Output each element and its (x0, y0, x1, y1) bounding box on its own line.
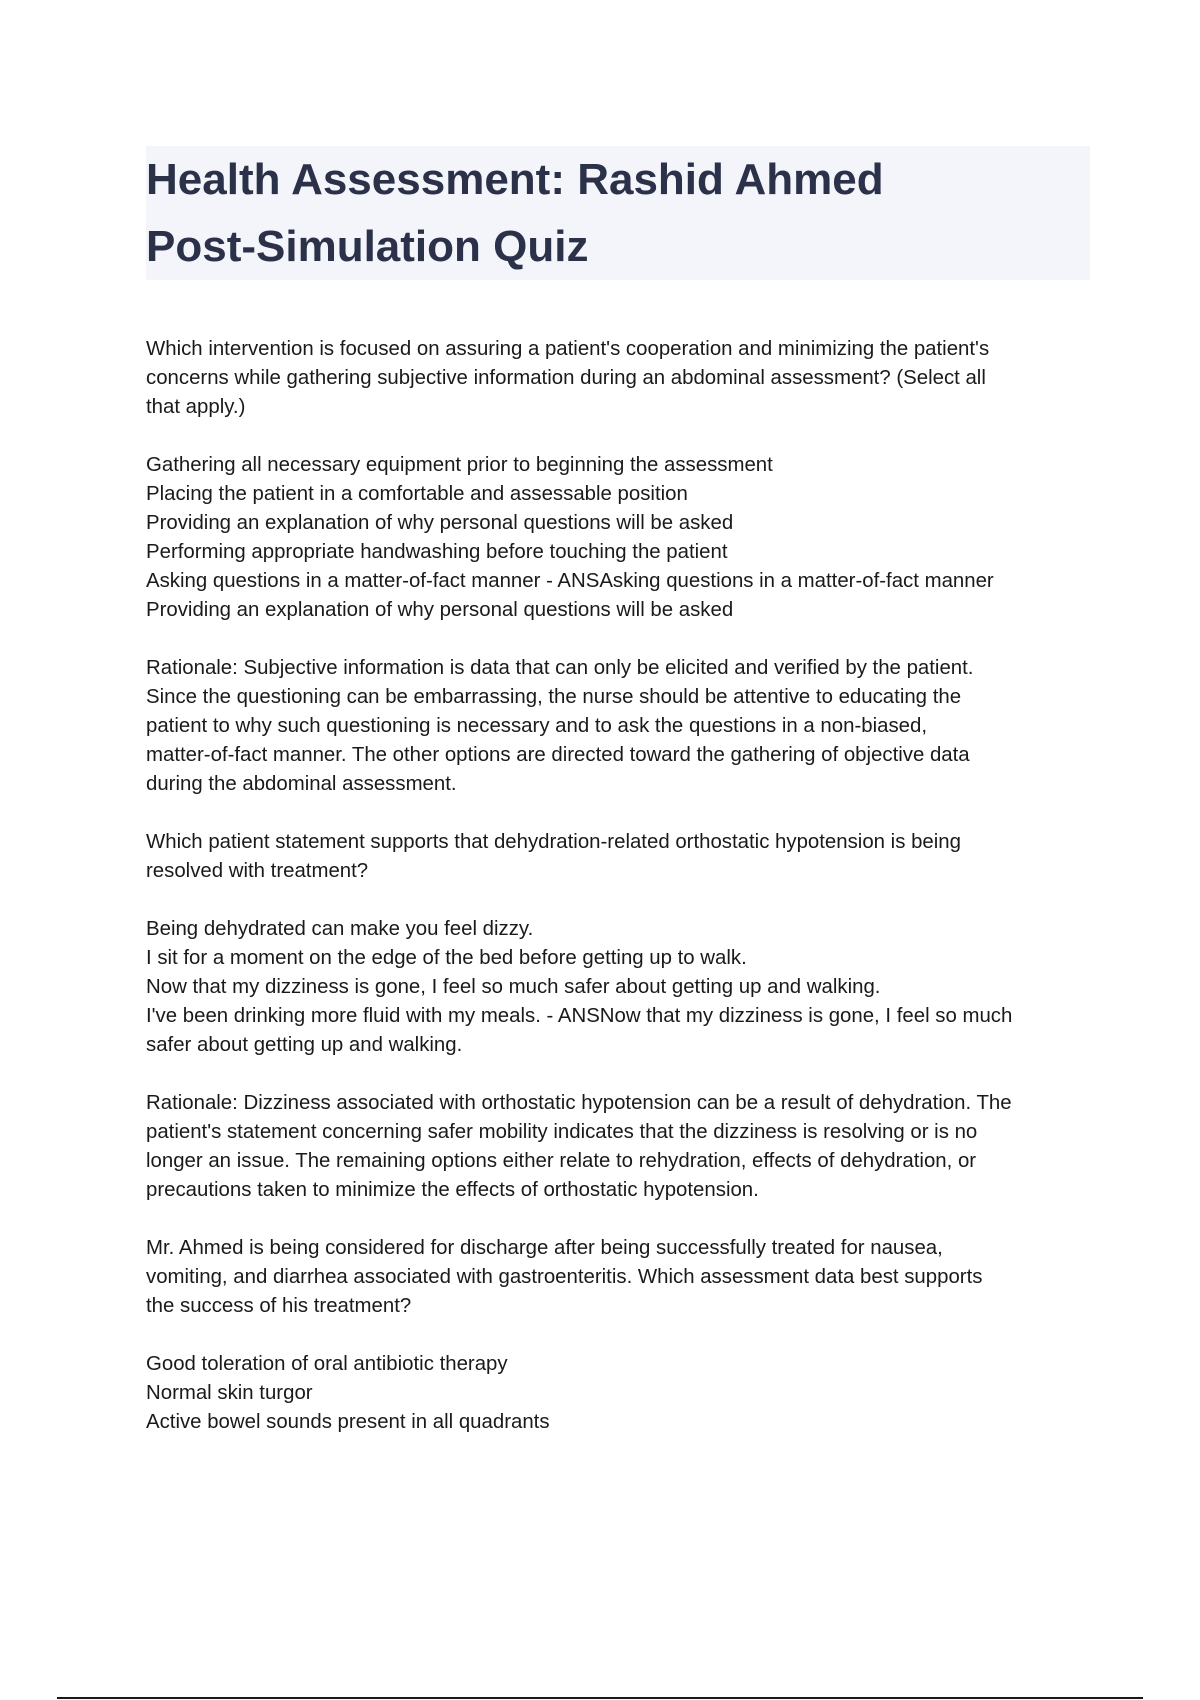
answer-option: Active bowel sounds present in all quadrants (146, 1411, 550, 1433)
question-1-rationale (146, 654, 1096, 799)
text-line: vomiting, and diarrhea associated with gastroenteritis. Which assessment data best supports (146, 1266, 983, 1288)
question-2-stem (146, 828, 1096, 886)
text-line: Which patient statement supports that dehydration-related orthostatic hypotension is being (146, 831, 961, 853)
answer-option: Gathering all necessary equipment prior to beginning the assessment (146, 454, 773, 476)
text-line: Rationale: Dizziness associated with orthostatic hypotension can be a result of dehydration. The (146, 1092, 1012, 1114)
question-3-options (146, 1350, 1096, 1437)
text-line: resolved with treatment? (146, 860, 369, 882)
text-line: Mr. Ahmed is being considered for discharge after being successfully treated for nausea, (146, 1237, 943, 1259)
question-2-rationale (146, 1089, 1096, 1205)
question-3-stem (146, 1234, 1096, 1321)
document-title (146, 146, 1090, 280)
answer-option: safer about getting up and walking. (146, 1034, 463, 1056)
document-body (146, 335, 1096, 1466)
answer-option: I sit for a moment on the edge of the bed before getting up to walk. (146, 947, 747, 969)
answer-option: Normal skin turgor (146, 1382, 313, 1404)
text-line: Which intervention is focused on assuring a patient's cooperation and minimizing the patient's (146, 338, 990, 360)
answer-option: I've been drinking more fluid with my meals. - ANSNow that my dizziness is gone, I feel so much (146, 1005, 1013, 1027)
question-1-stem (146, 335, 1096, 422)
answer-option: Now that my dizziness is gone, I feel so much safer about getting up and walking. (146, 976, 881, 998)
text-line: longer an issue. The remaining options either relate to rehydration, effects of dehydration, or (146, 1150, 977, 1172)
question-1-options (146, 451, 1096, 625)
title-line: Health Assessment: Rashid Ahmed (146, 155, 884, 204)
text-line: the success of his treatment? (146, 1295, 412, 1317)
question-2-options (146, 915, 1096, 1060)
text-line: Rationale: Subjective information is data that can only be elicited and verified by the patient. (146, 657, 974, 679)
title-line: Post-Simulation Quiz (146, 222, 589, 271)
answer-option: Asking questions in a matter-of-fact manner - ANSAsking questions in a matter-of-fact manner (146, 570, 994, 592)
text-line: Since the questioning can be embarrassing, the nurse should be attentive to educating the (146, 686, 962, 708)
text-line: concerns while gathering subjective information during an abdominal assessment? (Select all (146, 367, 986, 389)
text-line: precautions taken to minimize the effects of orthostatic hypotension. (146, 1179, 759, 1201)
text-line: matter-of-fact manner. The other options are directed toward the gathering of objective data (146, 744, 970, 766)
answer-option: Providing an explanation of why personal questions will be asked (146, 599, 734, 621)
answer-option: Being dehydrated can make you feel dizzy. (146, 918, 534, 940)
text-line: that apply.) (146, 396, 246, 418)
answer-option: Performing appropriate handwashing before touching the patient (146, 541, 728, 563)
answer-option: Placing the patient in a comfortable and assessable position (146, 483, 688, 505)
page-bottom-rule (57, 1697, 1143, 1699)
text-line: during the abdominal assessment. (146, 773, 457, 795)
text-line: patient to why such questioning is necessary and to ask the questions in a non-biased, (146, 715, 927, 737)
answer-option: Good toleration of oral antibiotic therapy (146, 1353, 508, 1375)
text-line: patient's statement concerning safer mobility indicates that the dizziness is resolving or is no (146, 1121, 978, 1143)
answer-option: Providing an explanation of why personal questions will be asked (146, 512, 734, 534)
